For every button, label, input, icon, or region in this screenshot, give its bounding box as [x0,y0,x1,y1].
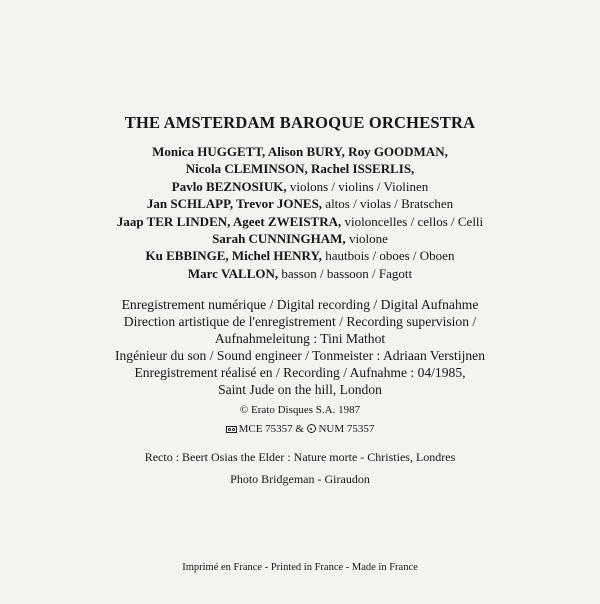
recto-credit: Recto : Beert Osias the Elder : Nature morte - Christies, Londres [144,450,456,464]
roster-line [0,143,600,160]
musician-names: Marc VALLON, [187,265,279,281]
credit-line: Enregistrement réalisé en / Recording / Aufnahme : 04/1985, [134,365,466,380]
musician-roster [0,143,600,282]
roster-line [0,160,600,177]
roster-line [0,178,600,195]
credit-line: Direction artistique de l'enregistrement / Recording supervision / [123,314,477,329]
roster-line [0,265,600,282]
musician-names: Sarah CUNNINGHAM, [212,231,346,247]
instrument-roles: altos / violas / Bratschen [322,196,454,212]
credit-line: Ingénieur du son / Sound engineer / Tonmeister : Adriaan Verstijnen [114,348,486,363]
cd-catalog: NUM 75357 [318,423,375,435]
cassette-icon [226,426,237,433]
compact-disc-icon [307,424,316,433]
musician-names: Jan SCHLAPP, Trevor JONES, [146,196,323,212]
credit-line: Saint Jude on the hill, London [218,382,382,397]
musician-names: Pavlo BEZNOSIUK, [171,178,287,194]
instrument-roles: violoncelles / cellos / Celli [341,213,484,229]
musician-names: Nicola CLEMINSON, Rachel ISSERLIS, [185,161,415,177]
photo-credit: Photo Bridgeman - Giraudon [230,472,370,486]
roster-line [0,247,600,264]
copyright-notice: © Erato Disques S.A. 1987 [239,404,361,416]
cassette-catalog: MCE 75357 & [238,423,304,435]
musician-names: Ku EBBINGE, Michel HENRY, [145,248,322,264]
recording-credits [0,296,600,398]
roster-line [0,230,600,247]
instrument-roles: violons / violins / Violinen [286,178,429,194]
orchestra-title: THE AMSTERDAM BAROQUE ORCHESTRA [124,113,476,132]
roster-line [0,213,600,230]
credit-line: Enregistrement numérique / Digital recording / Digital Aufnahme [121,297,479,312]
printed-in-footer: Imprimé en France - Printed in France - Made in France [182,562,418,573]
roster-line [0,195,600,212]
musician-names: Monica HUGGETT, Alison BURY, Roy GOODMAN, [152,144,448,159]
musician-names: Jaap TER LINDEN, Ageet ZWEISTRA, [116,213,342,229]
instrument-roles: basson / bassoon / Fagott [278,265,413,281]
instrument-roles: violone [345,231,388,247]
instrument-roles: hautbois / oboes / Oboen [321,248,455,264]
catalog-numbers [0,423,600,435]
credit-line: Aufnahmeleitung : Tini Mathot [214,331,386,346]
cover-art-credits [0,446,600,490]
